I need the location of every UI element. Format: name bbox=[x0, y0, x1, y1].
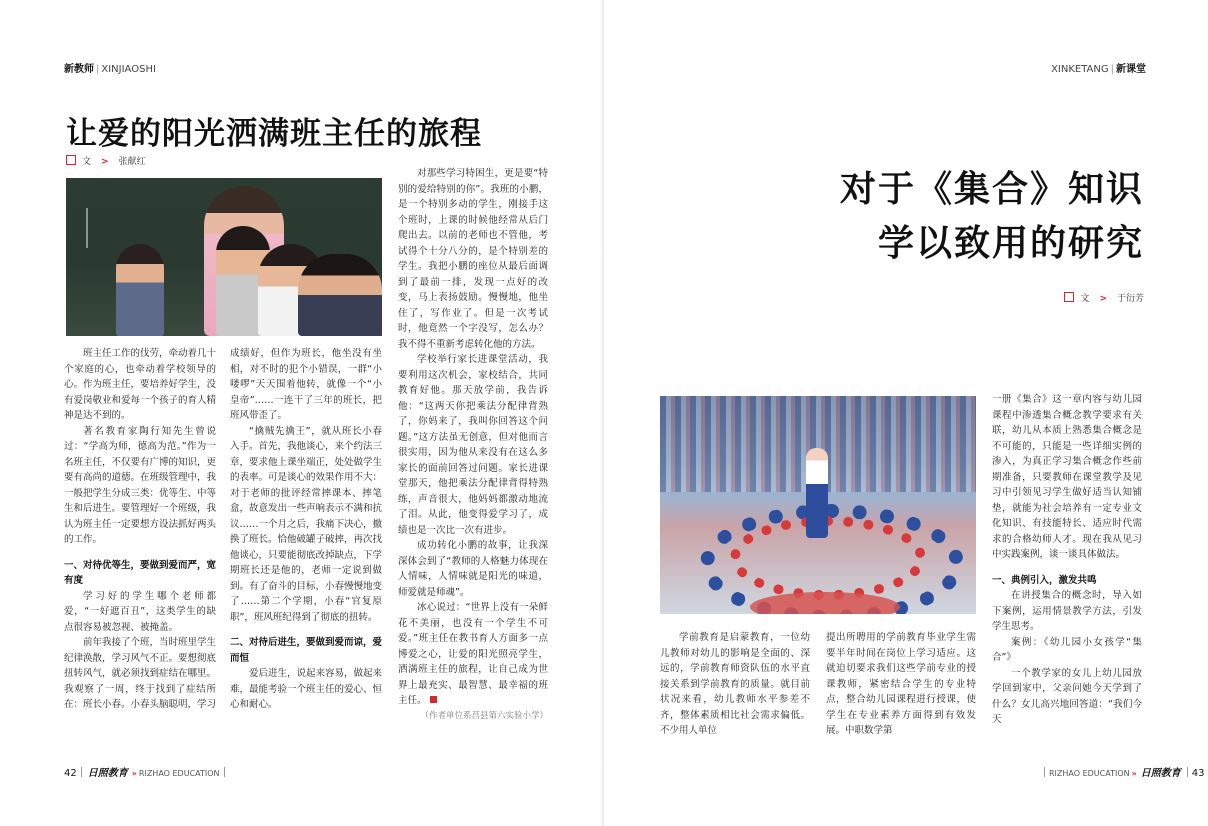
magazine-english-name: RIZHAO EDUCATION bbox=[1049, 769, 1130, 778]
left-byline-label: 文 bbox=[82, 157, 92, 167]
paragraph: 一个教学家的女儿上幼儿园放学回到家中，父亲问她今天学到了什么？女儿高兴地回答道：“我们今天 bbox=[992, 667, 1142, 725]
left-column-1 bbox=[64, 346, 216, 713]
left-header-pinyin: XINJIAOSHI bbox=[101, 64, 156, 75]
paragraph: 提出所聘用的学前教育毕业学生需要半年时间在岗位上学习适应。这就迫切要求我们这些学前专业的授课教师，紧密结合学生的专业特点，整合幼儿园课程进行授课，使学生在专业素养方面得到有效发展。中职数学第 bbox=[826, 632, 976, 736]
title-line: 学以致用的研究 bbox=[877, 223, 1144, 264]
byline-box-icon bbox=[66, 155, 76, 165]
paragraph-text: 冰心说过：“世界上没有一朵鲜花不美丽，也没有一个学生不可爱。”班主任在教书育人方面多一点博爱之心，让爱的阳光照亮学生，洒满班主任的旅程，让自己成为世界上最充实、最智慧、最幸福的班主任。 bbox=[398, 602, 548, 706]
paragraph: 在讲授集合的概念时，导入如下案例，运用情景教学方法，引发学生思考。 bbox=[992, 590, 1142, 632]
left-byline-author: 张献红 bbox=[118, 157, 146, 167]
paragraph: 前年我接了个班，当时班里学生纪律涣散，学习风气不正。要想彻底扭转风气，就必须找到症结在哪里。我观察了一周，终于找到了症结所在：班长小春。小春头脑聪明，学习 bbox=[64, 637, 217, 710]
paragraph: 学校举行家长进课堂活动，我要利用这次机会，家校结合，共同教育好他。那天放学前，我告诉他：“这两天你把乘法分配律背熟了，你妈来了，我叫你回答这个问题。”这方法虽无创意，但对他而言很实用，因为他从来没有在这么多家长的面前回答过问题。家长进课堂那天，他把乘法分配律背得特熟练，声音很大，他妈妈都激动地流了泪。从此，他变得爱学习了，成绩也是一次比一次有进步。 bbox=[398, 354, 548, 536]
chevron-right-icon: » bbox=[131, 769, 137, 778]
paragraph: 案例：《幼儿园小女孩学“集合”》 bbox=[992, 636, 1142, 663]
section-heading: 一、对待优等生，要做到爱而严，宽有度 bbox=[64, 559, 217, 586]
right-column-a bbox=[660, 630, 810, 739]
paragraph: 对那些学习特困生，更是要“特别的爱给特别的你”。我班的小鹏，是一个特别多动的学生，刚接手这个班时，上课的时候他经常从后门爬出去。以前的老师也不管他，考试得个十分八分的，是个特别差的学生。我把小鹏的座位从最后面调到了最前一排，发现一点好的改变，马上表扬鼓励。慢慢地，他坐住了，写作业了。但是一次考试时，他竟然一个字没写，怎么办？我不得不重新考虑转化他的方法。 bbox=[398, 168, 548, 350]
photo-student-figure bbox=[298, 254, 382, 336]
page-number: 43 bbox=[1191, 768, 1205, 779]
chevron-right-icon: » bbox=[1131, 769, 1137, 778]
page-number: 42 bbox=[64, 768, 77, 779]
right-article-title bbox=[704, 163, 1144, 271]
left-column-3 bbox=[398, 166, 548, 724]
classroom-photo bbox=[66, 178, 382, 336]
section-heading: 一、典例引入，激发共鸣 bbox=[992, 574, 1097, 586]
photo-human-pyramid bbox=[806, 448, 828, 538]
paragraph: 成绩好，但作为班长，他坐没有坐相，对不时的犯个小错误，一群“小喽啰”天天围着他转，就像一个“小皇帝”……一连干了三年的班长，把班风带歪了。 bbox=[230, 348, 382, 421]
left-running-header: 新教师 | XINJIAOSHI bbox=[64, 64, 156, 75]
cheerleading-photo bbox=[660, 396, 976, 614]
paragraph: 爱后进生，说起来容易，做起来难，最能考验一个班主任的爱心、恒心和耐心。 bbox=[230, 668, 383, 710]
right-running-header: XINKETANG | 新课堂 bbox=[1051, 64, 1146, 75]
left-column-2 bbox=[230, 346, 382, 713]
left-byline bbox=[66, 154, 146, 167]
paragraph: 学习好的学生哪个老师都爱，“一好遮百丑”，这类学生的缺点很容易被忽视、被掩盖。 bbox=[64, 590, 216, 633]
left-footer bbox=[64, 764, 229, 779]
photo-student-figure bbox=[116, 244, 164, 336]
paragraph: “擒贼先擒王”，就从班长小春入手。首先，我他谈心，来个约法三章，要求他上课坐端正，处处做学生的表率。可是谈心的效果作用不大：对于老师的批评经常摔课本、摔笔盒，故意发出一些声响表示不满和抗议……一个月之后，我痛下决心，撤换了班长。恰他破罐子破摔，再次找他谈心，只要能彻底改掉缺点，下学期班长还是他的，老师一定说到做到。有了奋斗的目标，小春慢慢地变了……第二个学期，小春“官复原职”，班风班纪得到了彻底的扭转。 bbox=[230, 425, 383, 623]
paragraph: 班主任工作的伐劳，牵动着几十个家庭的心，也牵动着学校领导的心。作为班主任，要培养好学生，没有爱岗敬业和爱每一个孩子的育人精神是达不到的。 bbox=[64, 348, 217, 421]
right-byline-author: 于衍芳 bbox=[1116, 294, 1144, 304]
byline-arrow-icon: > bbox=[1099, 294, 1107, 304]
end-mark-icon bbox=[430, 696, 437, 703]
right-byline bbox=[1064, 291, 1144, 304]
right-header-pinyin: XINKETANG bbox=[1051, 64, 1109, 75]
byline-arrow-icon: > bbox=[101, 157, 109, 167]
photo-dancer-ring bbox=[730, 516, 926, 600]
magazine-logo: 日照教育 bbox=[87, 768, 128, 779]
right-column-top bbox=[992, 392, 1142, 728]
left-article-title: 让爱的阳光洒满班主任的旅程 bbox=[66, 116, 482, 152]
paragraph: 成功转化小鹏的故事，让我深深体会到了“教师的人格魅力体现在人情味，人情味就是阳光的味道，师爱就是师魂”。 bbox=[398, 540, 548, 598]
paragraph: 著名教育家陶行知先生曾说过：“学高为师，德高为范。”作为一名班主任，不仅要有广博的知识，更要有高尚的道德。在班级管理中，我一般把学生分成三类：优等生、中等生和后进生。要管理好一个班级，我认为班主任一定要想方设法抓好两头的工作。 bbox=[64, 425, 217, 545]
magazine-english-name: RIZHAO EDUCATION bbox=[138, 769, 220, 778]
right-footer bbox=[1040, 764, 1205, 779]
blackboard-writing bbox=[86, 208, 98, 248]
author-affiliation: （作者单位系莒县第六实验小学） bbox=[420, 710, 548, 721]
photo-floor bbox=[750, 592, 900, 614]
paragraph bbox=[398, 600, 548, 709]
title-line: 对于《集合》知识 bbox=[839, 169, 1144, 210]
paragraph: 学前教育是启蒙教育，一位幼儿教师对幼儿的影响是全面的、深远的，学前教育师资队伍的水平直接关系到学前教育的质量。就目前状况来看，幼儿教师水平参差不齐，整体素质相比社会需求偏低。不少用人单位 bbox=[660, 632, 810, 736]
section-heading: 二、对待后进生，要做到爱而谅，爱而恒 bbox=[230, 637, 383, 664]
left-header-brand: 新教师 bbox=[64, 64, 94, 75]
byline-box-icon bbox=[1064, 292, 1074, 302]
right-byline-label: 文 bbox=[1080, 294, 1090, 304]
right-header-brand: 新课堂 bbox=[1116, 64, 1146, 75]
magazine-logo: 日照教育 bbox=[1140, 768, 1181, 779]
paragraph: 一册《集合》这一章内容与幼儿园课程中渗透集合概念教学要求有关联，幼儿从本质上熟悉集合概念是不可能的，只能是一些详细实例的渗入，为真正学习集合概念作些前期准备，只要教师在课堂教学及见习中引领见习学生做好适当认知铺垫，就能为社会培养有一定专业文化知识、有技能特长、适应时代需求的合格幼师人才。现在我从见习中实践案例，谈一谈具体做法。 bbox=[992, 394, 1142, 560]
right-column-b bbox=[826, 630, 976, 739]
